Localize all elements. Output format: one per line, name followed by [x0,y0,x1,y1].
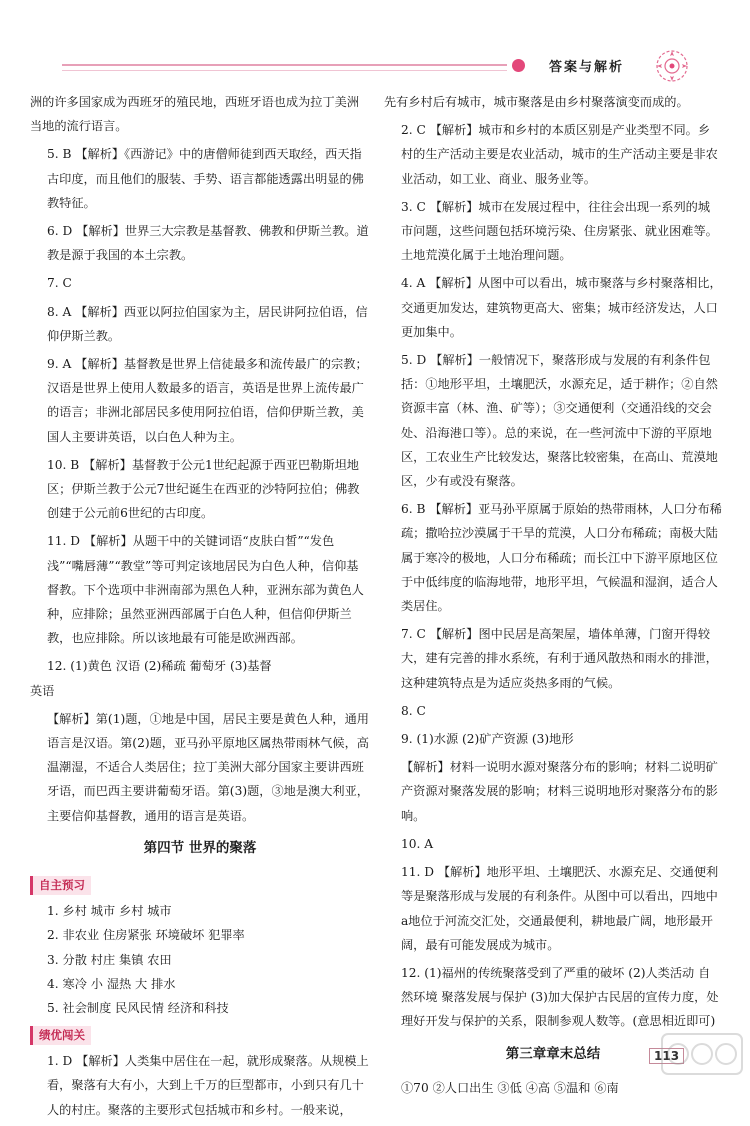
chapter-summary-title: 第三章章末总结 [505,1045,601,1062]
answer-11: 11. D 【解析】从题干中的关键词语“皮肤白皙”“发色浅”“嘴唇薄”“教堂”等可判定该地居民为白色人种，信仰基督教。下个选项中非洲南部为黑色人种，亚洲东部为黄色人种，应排除；虽然亚洲西部属于白色人种，但信仰伊斯兰教，也应排除。所以该地最有可能是欧洲西部。 [47,534,364,646]
right-column [384,90,722,1104]
challenge-8: 8. C [401,703,426,718]
page-header [0,0,750,100]
challenge-3: 3. C 【解析】城市在发展过程中，往往会出现一系列的城市问题，这些问题包括环境污染、住房紧张、就业困难等。土地荒漠化属于土地治理问题。 [401,199,718,263]
header-rule [62,64,507,66]
label-self-preview: 自主预习 [30,876,91,895]
header-rule-thin [62,70,507,71]
header-title: 答案与解析 [549,60,625,75]
challenge-6: 6. B 【解析】亚马孙平原属于原始的热带雨林，人口分布稀疏；撒哈拉沙漠属于干旱的荒漠，人口分布稀疏；南极大陆属于寒冷的极地，人口分布稀疏；而长江中下游平原地区位于中低纬度的临海地带，地形平坦，气候温和湿润，适合人类居住。 [401,502,722,614]
challenge-9: 9. (1)水源 (2)矿产资源 (3)地形 [401,732,574,747]
page-number: 113 [649,1048,684,1064]
answer-8: 8. A 【解析】西亚以阿拉伯国家为主，居民讲阿拉伯语，信仰伊斯兰教。 [47,304,368,343]
preview-4: 4. 寒冷 小 湿热 大 排水 [47,976,176,991]
answer-12: 12. (1)黄色 汉语 (2)稀疏 葡萄牙 (3)基督 [47,659,272,674]
challenge-1: 1. D 【解析】人类集中居住在一起，就形成聚落。从规模上看，聚落有大有小，大到上千万的巨型都市，小到只有几十人的村庄。聚落的主要形式包括城市和乡村。一般来说， [47,1054,369,1117]
watermark-stamp-icon [660,1028,744,1078]
challenge-9-analysis: 【解析】材料一说明水源对聚落分布的影响；材料二说明矿产资源对聚落发展的影响；材料三说明地形对聚落分布的影响。 [401,760,718,823]
preview-1: 1. 乡村 城市 乡村 城市 [47,904,172,919]
challenge-7: 7. C 【解析】图中民居是高架屋，墙体单薄，门窗开得较大，建有完善的排水系统，有利于通风散热和雨水的排泄，这种建筑特点是为适应炎热多雨的气候。 [401,627,718,690]
answer-5: 5. B 【解析】《西游记》中的唐僧师徒到西天取经，西天指古印度，而且他们的服装、手势、语言都能透露出明显的佛教特征。 [47,147,364,210]
flower-logo-icon [652,46,692,86]
answer-10: 10. B 【解析】基督教于公元1世纪起源于西亚巴勒斯坦地区；伊斯兰教于公元7世纪诞生在西亚的沙特阿拉伯；佛教创建于公元前6世纪的古印度。 [47,457,360,521]
preview-3: 3. 分散 村庄 集镇 农田 [47,952,172,967]
challenge-11: 11. D 【解析】地形平坦、土壤肥沃、水源充足、交通便利等是聚落形成与发展的有利条件。从图中可以看出，四地中a地位于河流交汇处，交通最便利，耕地最广阔，地形最开阔，最有可能发展成为城市。 [401,865,719,952]
answer-12-cont: 英语 [30,683,55,698]
left-column [30,90,370,1126]
label-challenge: 绩优闯关 [30,1026,91,1045]
section-title: 第四节 世界的聚落 [143,839,257,856]
chapter-summary-items: ①70 ②人口出生 ③低 ④高 ⑤温和 ⑥南 [401,1080,619,1095]
answer-9: 9. A 【解析】基督教是世界上信徒最多和流传最广的宗教；汉语是世界上使用人数最多的语言，英语是世界上流传最广的语言；非洲北部居民多使用阿拉伯语，信仰伊斯兰教，美国人主要讲英语，以白色人种为主。 [47,357,368,444]
challenge-2: 2. C 【解析】城市和乡村的本质区别是产业类型不同。乡村的生产活动主要是农业活动，城市的生产活动主要是非农业活动，如工业、商业、服务业等。 [401,123,718,186]
challenge-4: 4. A 【解析】从图中可以看出，城市聚落与乡村聚落相比，交通更加发达，建筑物更高大、密集；城市经济发达，人口更加集中。 [401,276,722,339]
answer-12-analysis: 【解析】第(1)题，①地是中国，居民主要是黄色人种，通用语言是汉语。第(2)题，亚马孙平原地区属热带雨林气候，高温潮湿，不适合人类居住；拉丁美洲大部分国家主要讲西班牙语，而巴西主要讲葡萄牙语。第(3)题，③地是澳大利亚，主要信仰基督教，通用的语言是英语。 [47,711,369,823]
preview-2: 2. 非农业 住房紧张 环境破坏 犯罪率 [47,928,245,943]
answer-7: 7. C [47,276,72,291]
challenge-10: 10. A [401,836,434,851]
answer-6: 6. D 【解析】世界三大宗教是基督教、佛教和伊斯兰教。道教是源于我国的本土宗教。 [47,224,369,263]
challenge-5: 5. D 【解析】一般情况下，聚落形成与发展的有利条件包括：①地形平坦，土壤肥沃，水源充足，适于耕作；②自然资源丰富（林、渔、矿等）；③交通便利（交通沿线的交会处、沿海港口等）。总的来说，在一些河流中下游的平原地区，工农业生产比较发达，聚落比较密集，在高山、荒漠地区，少有或没有聚落。 [401,353,718,489]
preview-5: 5. 社会制度 民风民情 经济和科技 [47,1000,229,1015]
answer-paragraph: 洲的许多国家成为西班牙的殖民地，西班牙语也成为拉丁美洲当地的流行语言。 [30,95,360,134]
challenge-12: 12. (1)福州的传统聚落受到了严重的破坏 (2)人类活动 自然环境 聚落发展与保护 (3)加大保护古民居的宣传力度，处理好开发与保护的关系，限制参观人数等。(意思相近即可) [401,965,719,1029]
header-dot [512,59,525,72]
answer-paragraph: 先有乡村后有城市，城市聚落是由乡村聚落演变而成的。 [384,95,689,109]
